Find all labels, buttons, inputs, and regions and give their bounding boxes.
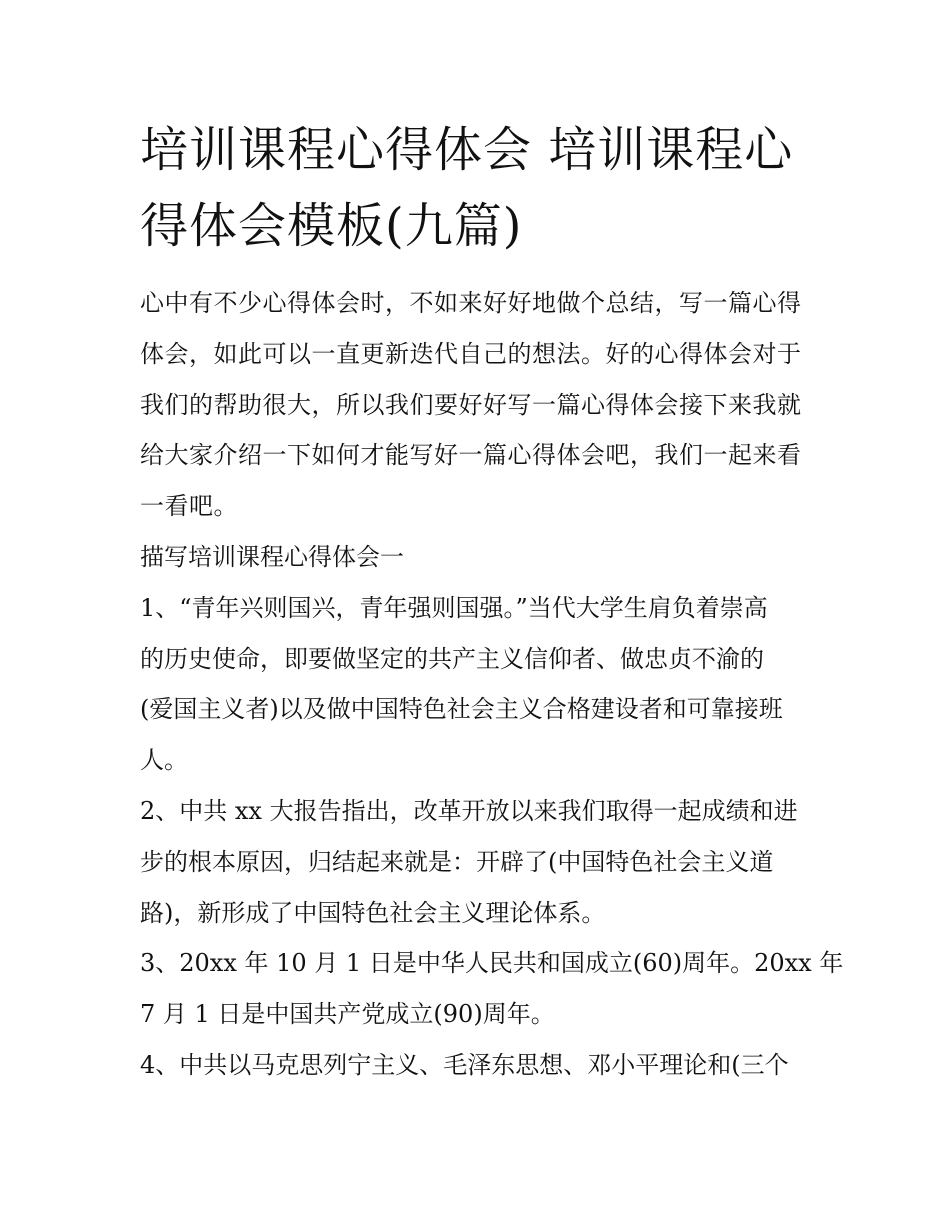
page-title [140,112,820,264]
intro-line: 一看吧。 [140,492,238,521]
list-item-line: 的历史使命，即要做坚定的共产主义信仰者、做忠贞不渝的 [140,644,764,673]
list-item-3 [140,938,844,1040]
section-heading [140,532,820,583]
list-item-line: (爱国主义者)以及做中国特色社会主义合格建设者和可靠接班 [140,695,783,724]
list-item-line: 步的根本原因，归结起来就是：开辟了(中国特色社会主义道 [140,847,774,876]
section-heading-text: 描写培训课程心得体会一 [140,542,404,571]
intro-line: 体会，如此可以一直更新迭代自己的想法。好的心得体会对于 [140,339,802,368]
list-item-line: 7 月 1 日是中国共产党成立(90)周年。 [140,1000,555,1029]
list-item-1 [140,583,820,786]
list-item-line: 1、“青年兴则国兴，青年强则国强。”当代大学生肩负着崇高 [140,593,768,622]
list-item-line: 人。 [140,746,188,775]
document-body [140,278,844,1091]
title-line-2: 得体会模板(九篇) [140,198,523,254]
intro-line: 心中有不少心得体会时，不如来好好地做个总结，写一篇心得 [140,289,802,317]
intro-line: 给大家介绍一下如何才能写好一篇心得体会吧，我们一起来看 [140,441,802,470]
intro-paragraph [140,278,820,532]
list-item-line: 2、中共 xx 大报告指出，改革开放以来我们取得一起成绩和进 [140,796,798,825]
list-item-4 [140,1040,820,1091]
list-item-2 [140,786,820,938]
list-item-line: 3、20xx 年 10 月 1 日是中华人民共和国成立(60)周年。20xx 年 [140,949,844,978]
list-item-line: 路)，新形成了中国特色社会主义理论体系。 [140,898,606,927]
intro-line: 我们的帮助很大，所以我们要好好写一篇心得体会接下来我就 [140,390,802,419]
list-item-line: 4、中共以马克思列宁主义、毛泽东思想、邓小平理论和(三个 [140,1050,789,1079]
title-line-1: 培训课程心得体会 培训课程心 [140,122,794,178]
